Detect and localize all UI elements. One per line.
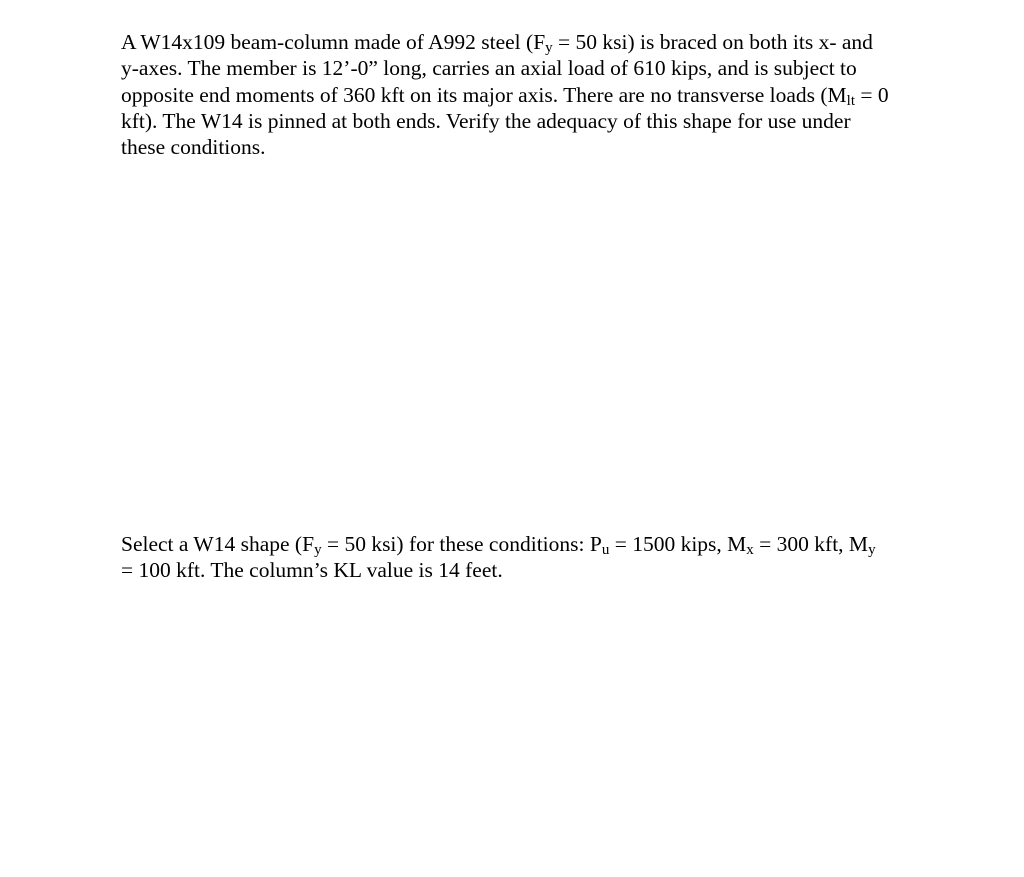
text-run: A W14x109 beam-column made of A992 steel (F	[121, 30, 546, 54]
text-run: y-axes. The member is 12’-0” long, carries an axial load of 610 kips, and is subject to	[121, 56, 857, 81]
subscript: u	[601, 542, 610, 558]
subscript: y	[314, 542, 322, 558]
text-run: these conditions.	[121, 135, 266, 160]
text-run: = 50 ksi) is braced on both its x- and	[552, 30, 873, 54]
text-line	[121, 55, 951, 81]
text-run: = 1500 kips, M	[609, 532, 747, 556]
problem-1-paragraph	[121, 29, 951, 160]
text-run: = 300 kft, M	[753, 532, 869, 556]
text-run: = 50 ksi) for these conditions: P	[321, 532, 602, 556]
text-line	[121, 531, 951, 557]
text-run: kft). The W14 is pinned at both ends. Verify the adequacy of this shape for use under	[121, 108, 851, 133]
text-line	[121, 108, 951, 134]
text-run: Select a W14 shape (F	[121, 532, 315, 556]
subscript: y	[868, 542, 876, 558]
text-run: opposite end moments of 360 kft on its major axis. There are no transverse loads (M	[121, 82, 847, 107]
text-line	[121, 29, 951, 55]
problem-2-paragraph	[121, 531, 951, 584]
subscript: lt	[846, 92, 856, 109]
text-line	[121, 82, 951, 108]
subscript: y	[545, 40, 553, 56]
text-run: = 100 kft. The column’s KL value is 14 feet.	[121, 558, 503, 583]
text-line	[121, 557, 951, 583]
text-line	[121, 134, 951, 160]
text-run: = 0	[855, 82, 889, 107]
subscript: x	[746, 542, 754, 558]
